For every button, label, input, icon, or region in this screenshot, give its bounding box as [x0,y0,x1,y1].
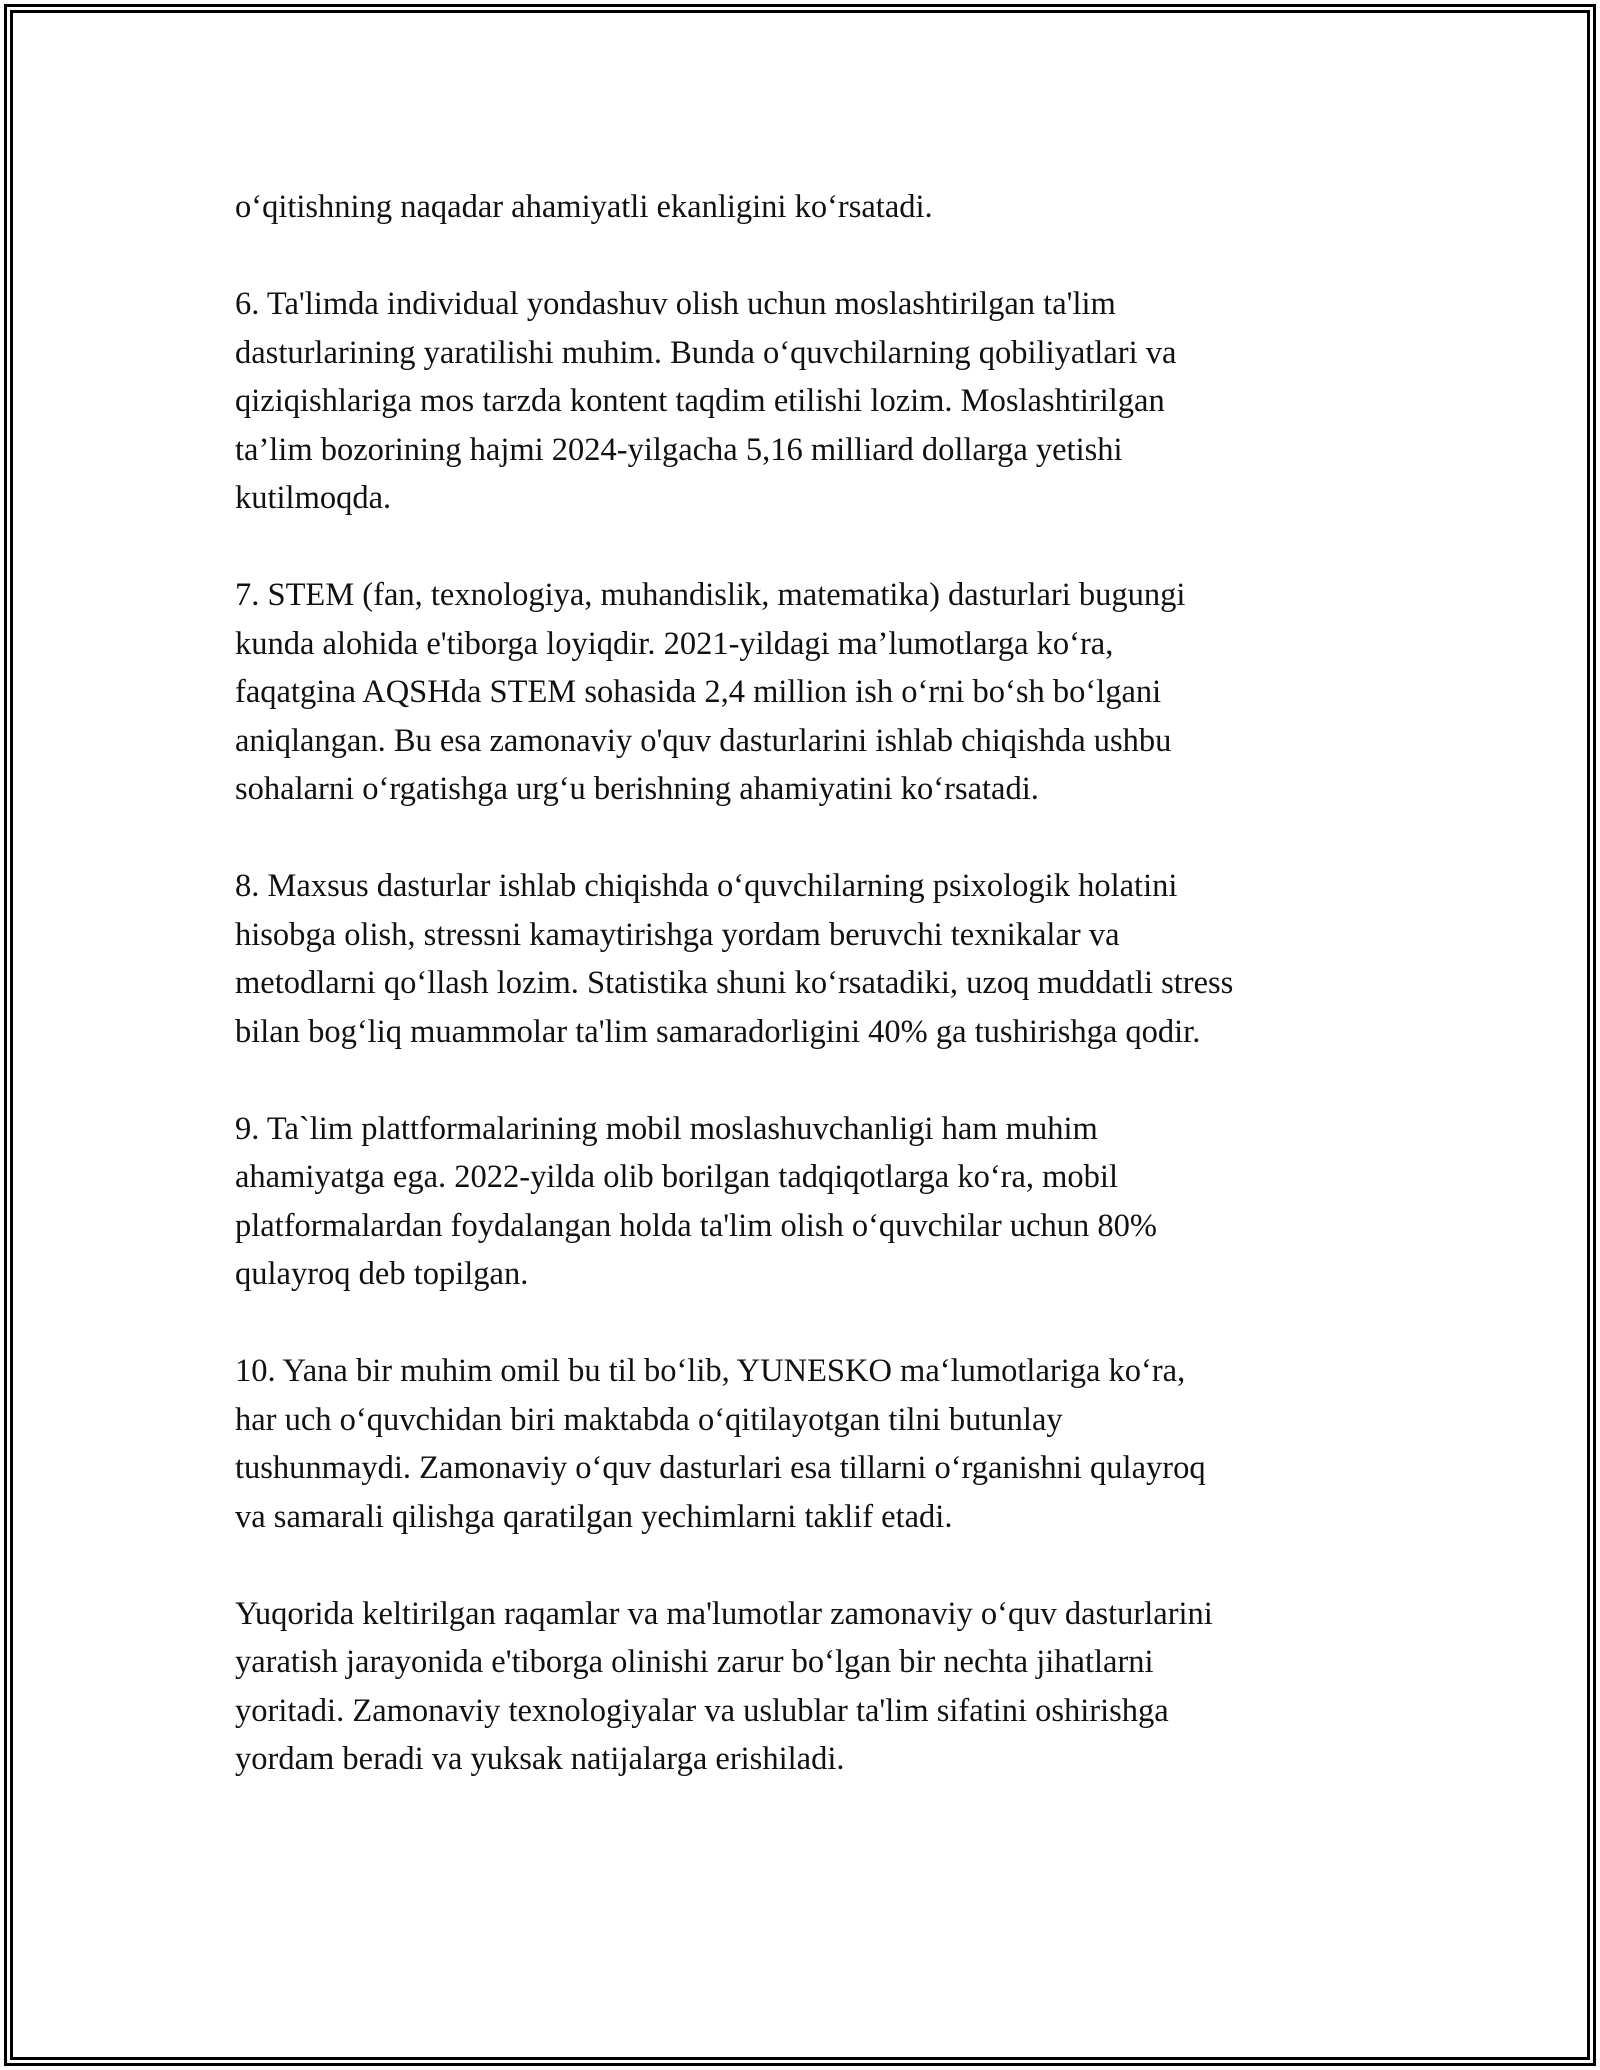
text-line: dasturlarining yaratilishi muhim. Bunda oʻquvchilarning qobiliyatlari va [235,334,1177,371]
paragraph-item-7 [235,571,1385,814]
text-line: bilan bogʻliq muammolar ta'lim samaradorligini 40% ga tushirishga qodir. [235,1013,1201,1050]
paragraph-item-9 [235,1105,1385,1299]
document-body [235,183,1385,1832]
paragraph-item-8 [235,862,1385,1056]
text-line: oʻqitishning naqadar ahamiyatli ekanligini koʻrsatadi. [235,189,933,225]
text-line: 8. Maxsus dasturlar ishlab chiqishda oʻquvchilarning psixologik holatini [235,868,1178,904]
text-line: 7. STEM (fan, texnologiya, muhandislik, matematika) dasturlari bugungi [235,577,1186,613]
text-line: 6. Ta'limda individual yondashuv olish uchun moslashtirilgan ta'lim [235,286,1116,322]
text-line: Yuqorida keltirilgan raqamlar va ma'lumotlar zamonaviy oʻquv dasturlarini [235,1595,1213,1632]
text-line: faqatgina AQSHda STEM sohasida 2,4 million ish oʻrni boʻsh boʻlgani [235,674,1162,710]
text-line: hisobga olish, stressni kamaytirishga yordam beruvchi texnikalar va [235,916,1120,953]
paragraph-item-10 [235,1347,1385,1541]
text-line: va samarali qilishga qaratilgan yechimlarni taklif etadi. [235,1498,953,1535]
text-line: 9. Ta`lim plattformalarining mobil moslashuvchanligi ham muhim [235,1110,1098,1147]
paragraph-item-6 [235,280,1385,523]
text-line: 10. Yana bir muhim omil bu til boʻlib, YUNESKO maʻlumotlariga koʻra, [235,1353,1186,1389]
paragraph-intro [235,183,1385,232]
text-line: yordam beradi va yuksak natijalarga erishiladi. [235,1741,845,1777]
text-line: kunda alohida e'tiborga loyiqdir. 2021-yildagi ma’lumotlarga koʻra, [235,625,1114,662]
text-line: qiziqishlariga mos tarzda kontent taqdim etilishi lozim. Moslashtirilgan [235,383,1165,419]
text-line: platformalardan foydalangan holda ta'lim olish oʻquvchilar uchun 80% [235,1207,1157,1244]
text-line: qulayroq deb topilgan. [235,1256,529,1292]
text-line: ahamiyatga ega. 2022-yilda olib borilgan tadqiqotlarga koʻra, mobil [235,1159,1118,1195]
text-line: yaratish jarayonida e'tiborga olinishi zarur boʻlgan bir nechta jihatlarni [235,1644,1154,1680]
text-line: metodlarni qoʻllash lozim. Statistika shuni koʻrsatadiki, uzoq muddatli stress [235,965,1234,1001]
text-line: yoritadi. Zamonaviy texnologiyalar va uslublar ta'lim sifatini oshirishga [235,1692,1169,1729]
text-line: har uch oʻquvchidan biri maktabda oʻqitilayotgan tilni butunlay [235,1401,1063,1438]
paragraph-conclusion [235,1590,1385,1784]
text-line: kutilmoqda. [235,480,392,516]
text-line: tushunmaydi. Zamonaviy oʻquv dasturlari esa tillarni oʻrganishni qulayroq [235,1450,1206,1486]
text-line: sohalarni oʻrgatishga urgʻu berishning ahamiyatini koʻrsatadi. [235,771,1039,807]
text-line: ta’lim bozorining hajmi 2024-yilgacha 5,16 milliard dollarga yetishi [235,431,1123,468]
text-line: aniqlangan. Bu esa zamonaviy o'quv dasturlarini ishlab chiqishda ushbu [235,722,1172,759]
